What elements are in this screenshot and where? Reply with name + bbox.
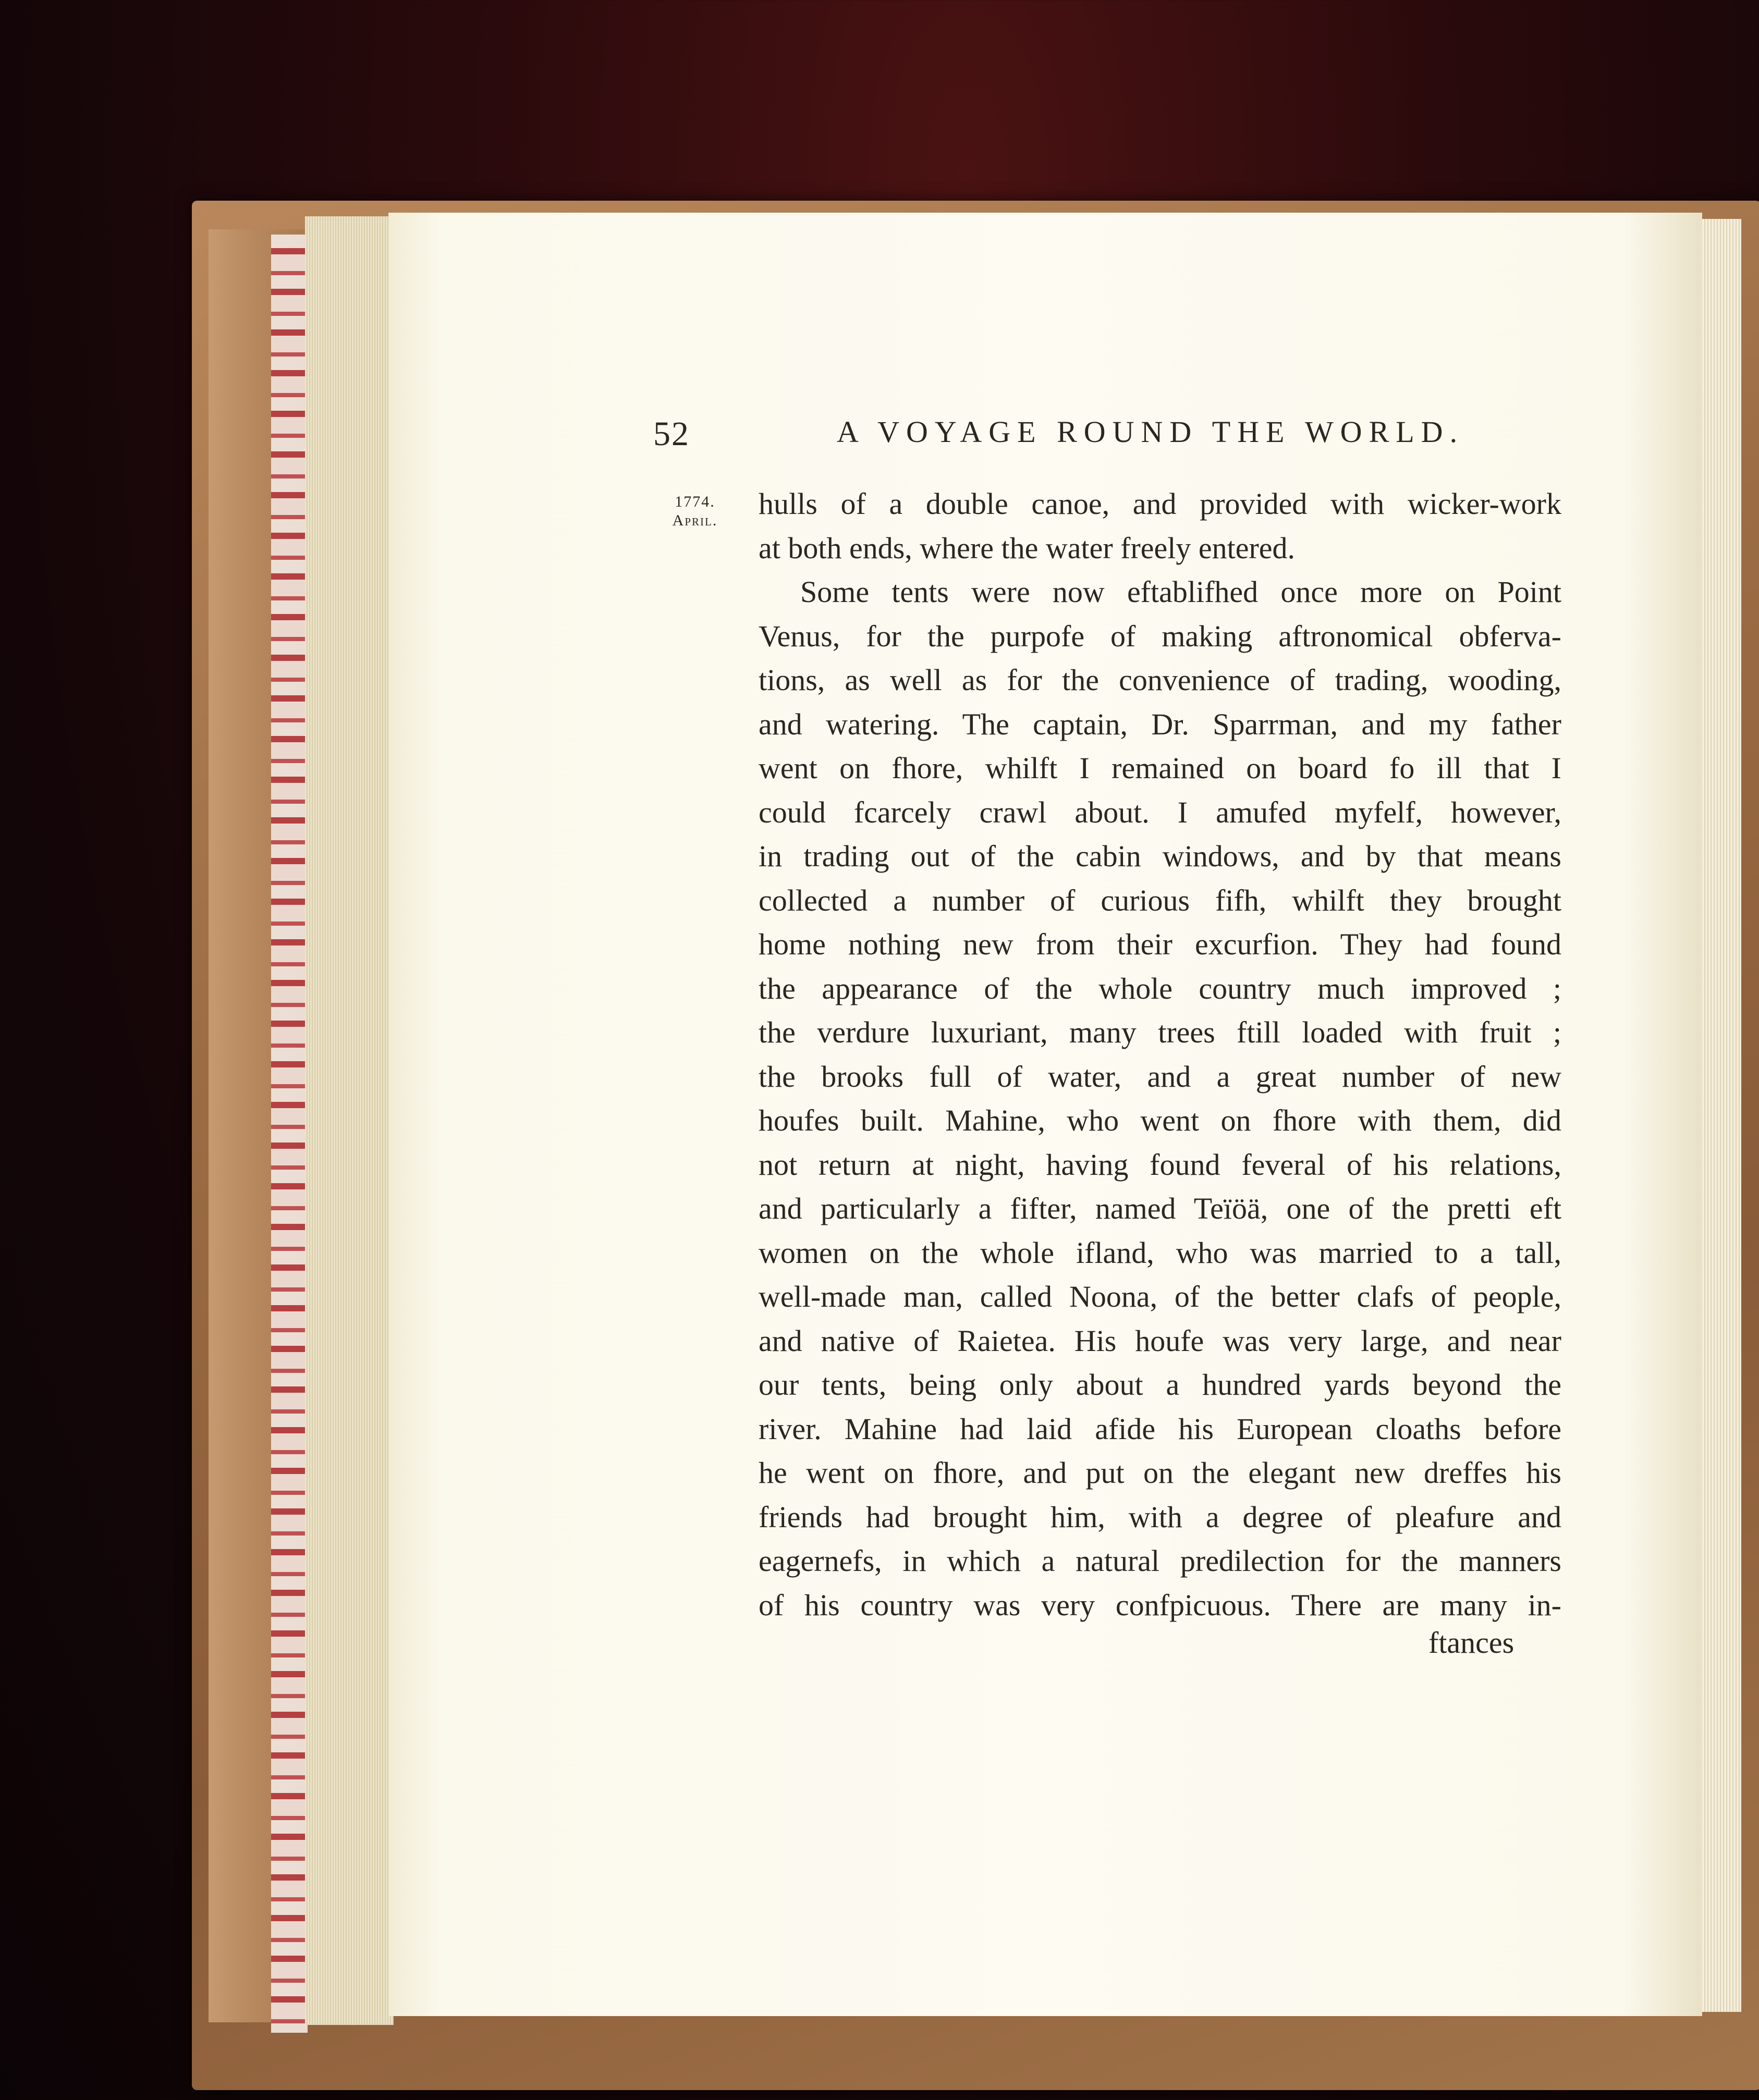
text-line: in trading out of the cabin windows, and by that means bbox=[759, 839, 1561, 873]
text-line: houfes built. Mahine, who went on fhore with them, did bbox=[759, 1103, 1561, 1137]
text-line: went on fhore, whilft I remained on board fo ill that I bbox=[759, 751, 1561, 785]
text-line: our tents, being only about a hundred yards beyond the bbox=[759, 1368, 1561, 1402]
margin-note-year: 1774. bbox=[675, 493, 715, 510]
text-line: tions, as well as for the convenience of trading, wooding, bbox=[759, 663, 1561, 697]
text-line: the verdure luxuriant, many trees ftill loaded with fruit ; bbox=[759, 1015, 1561, 1049]
text-line: the appearance of the whole country much improved ; bbox=[759, 971, 1561, 1005]
text-line: and native of Raietea. His houfe was very large, and near bbox=[759, 1323, 1561, 1358]
text-line: friends had brought him, with a degree of pleafure and bbox=[759, 1500, 1561, 1534]
text-line: could fcarcely crawl about. I amufed myfelf, however, bbox=[759, 795, 1561, 829]
text-line: Venus, for the purpofe of making aftronomical obferva- bbox=[759, 619, 1561, 653]
text-line: not return at night, having found feveral of his relations, bbox=[759, 1147, 1561, 1182]
text-line: and watering. The captain, Dr. Sparrman, and my father bbox=[759, 707, 1561, 741]
margin-note bbox=[661, 493, 729, 530]
text-line: of his country was very confpicuous. There are many in- bbox=[759, 1588, 1561, 1622]
text-line: hulls of a double canoe, and provided with wicker-work bbox=[759, 487, 1561, 521]
running-head: A VOYAGE ROUND THE WORLD. bbox=[837, 415, 1464, 449]
text-line: women on the whole ifland, who was married to a tall, bbox=[759, 1235, 1561, 1270]
margin-note-month: April. bbox=[672, 512, 718, 529]
text-line: the brooks full of water, and a great number of new bbox=[759, 1059, 1561, 1094]
text-line: home nothing new from their excurfion. They had found bbox=[759, 927, 1561, 961]
page-stack-right bbox=[1702, 219, 1741, 2012]
marbled-endpaper bbox=[271, 235, 308, 2033]
text-line: at both ends, where the water freely entered. bbox=[759, 531, 1296, 565]
text-line: he went on fhore, and put on the elegant new dreffes his bbox=[759, 1456, 1561, 1490]
catchword: ftances bbox=[1428, 1626, 1514, 1660]
text-line: Some tents were now eftablifhed once more on Point bbox=[800, 575, 1561, 609]
text-line: river. Mahine had laid afide his European cloaths before bbox=[759, 1411, 1561, 1446]
body-text bbox=[759, 482, 1561, 1627]
text-line: eagernefs, in which a natural predilection for the manners bbox=[759, 1544, 1561, 1578]
text-line: well-made man, called Noona, of the better clafs of people, bbox=[759, 1280, 1561, 1313]
text-line: collected a number of curious fifh, whilft they brought bbox=[759, 883, 1561, 917]
page-number: 52 bbox=[653, 415, 690, 453]
page-stack-left bbox=[305, 216, 394, 2025]
text-line: and particularly a fifter, named Teïöä, one of the pretti eft bbox=[759, 1192, 1561, 1225]
